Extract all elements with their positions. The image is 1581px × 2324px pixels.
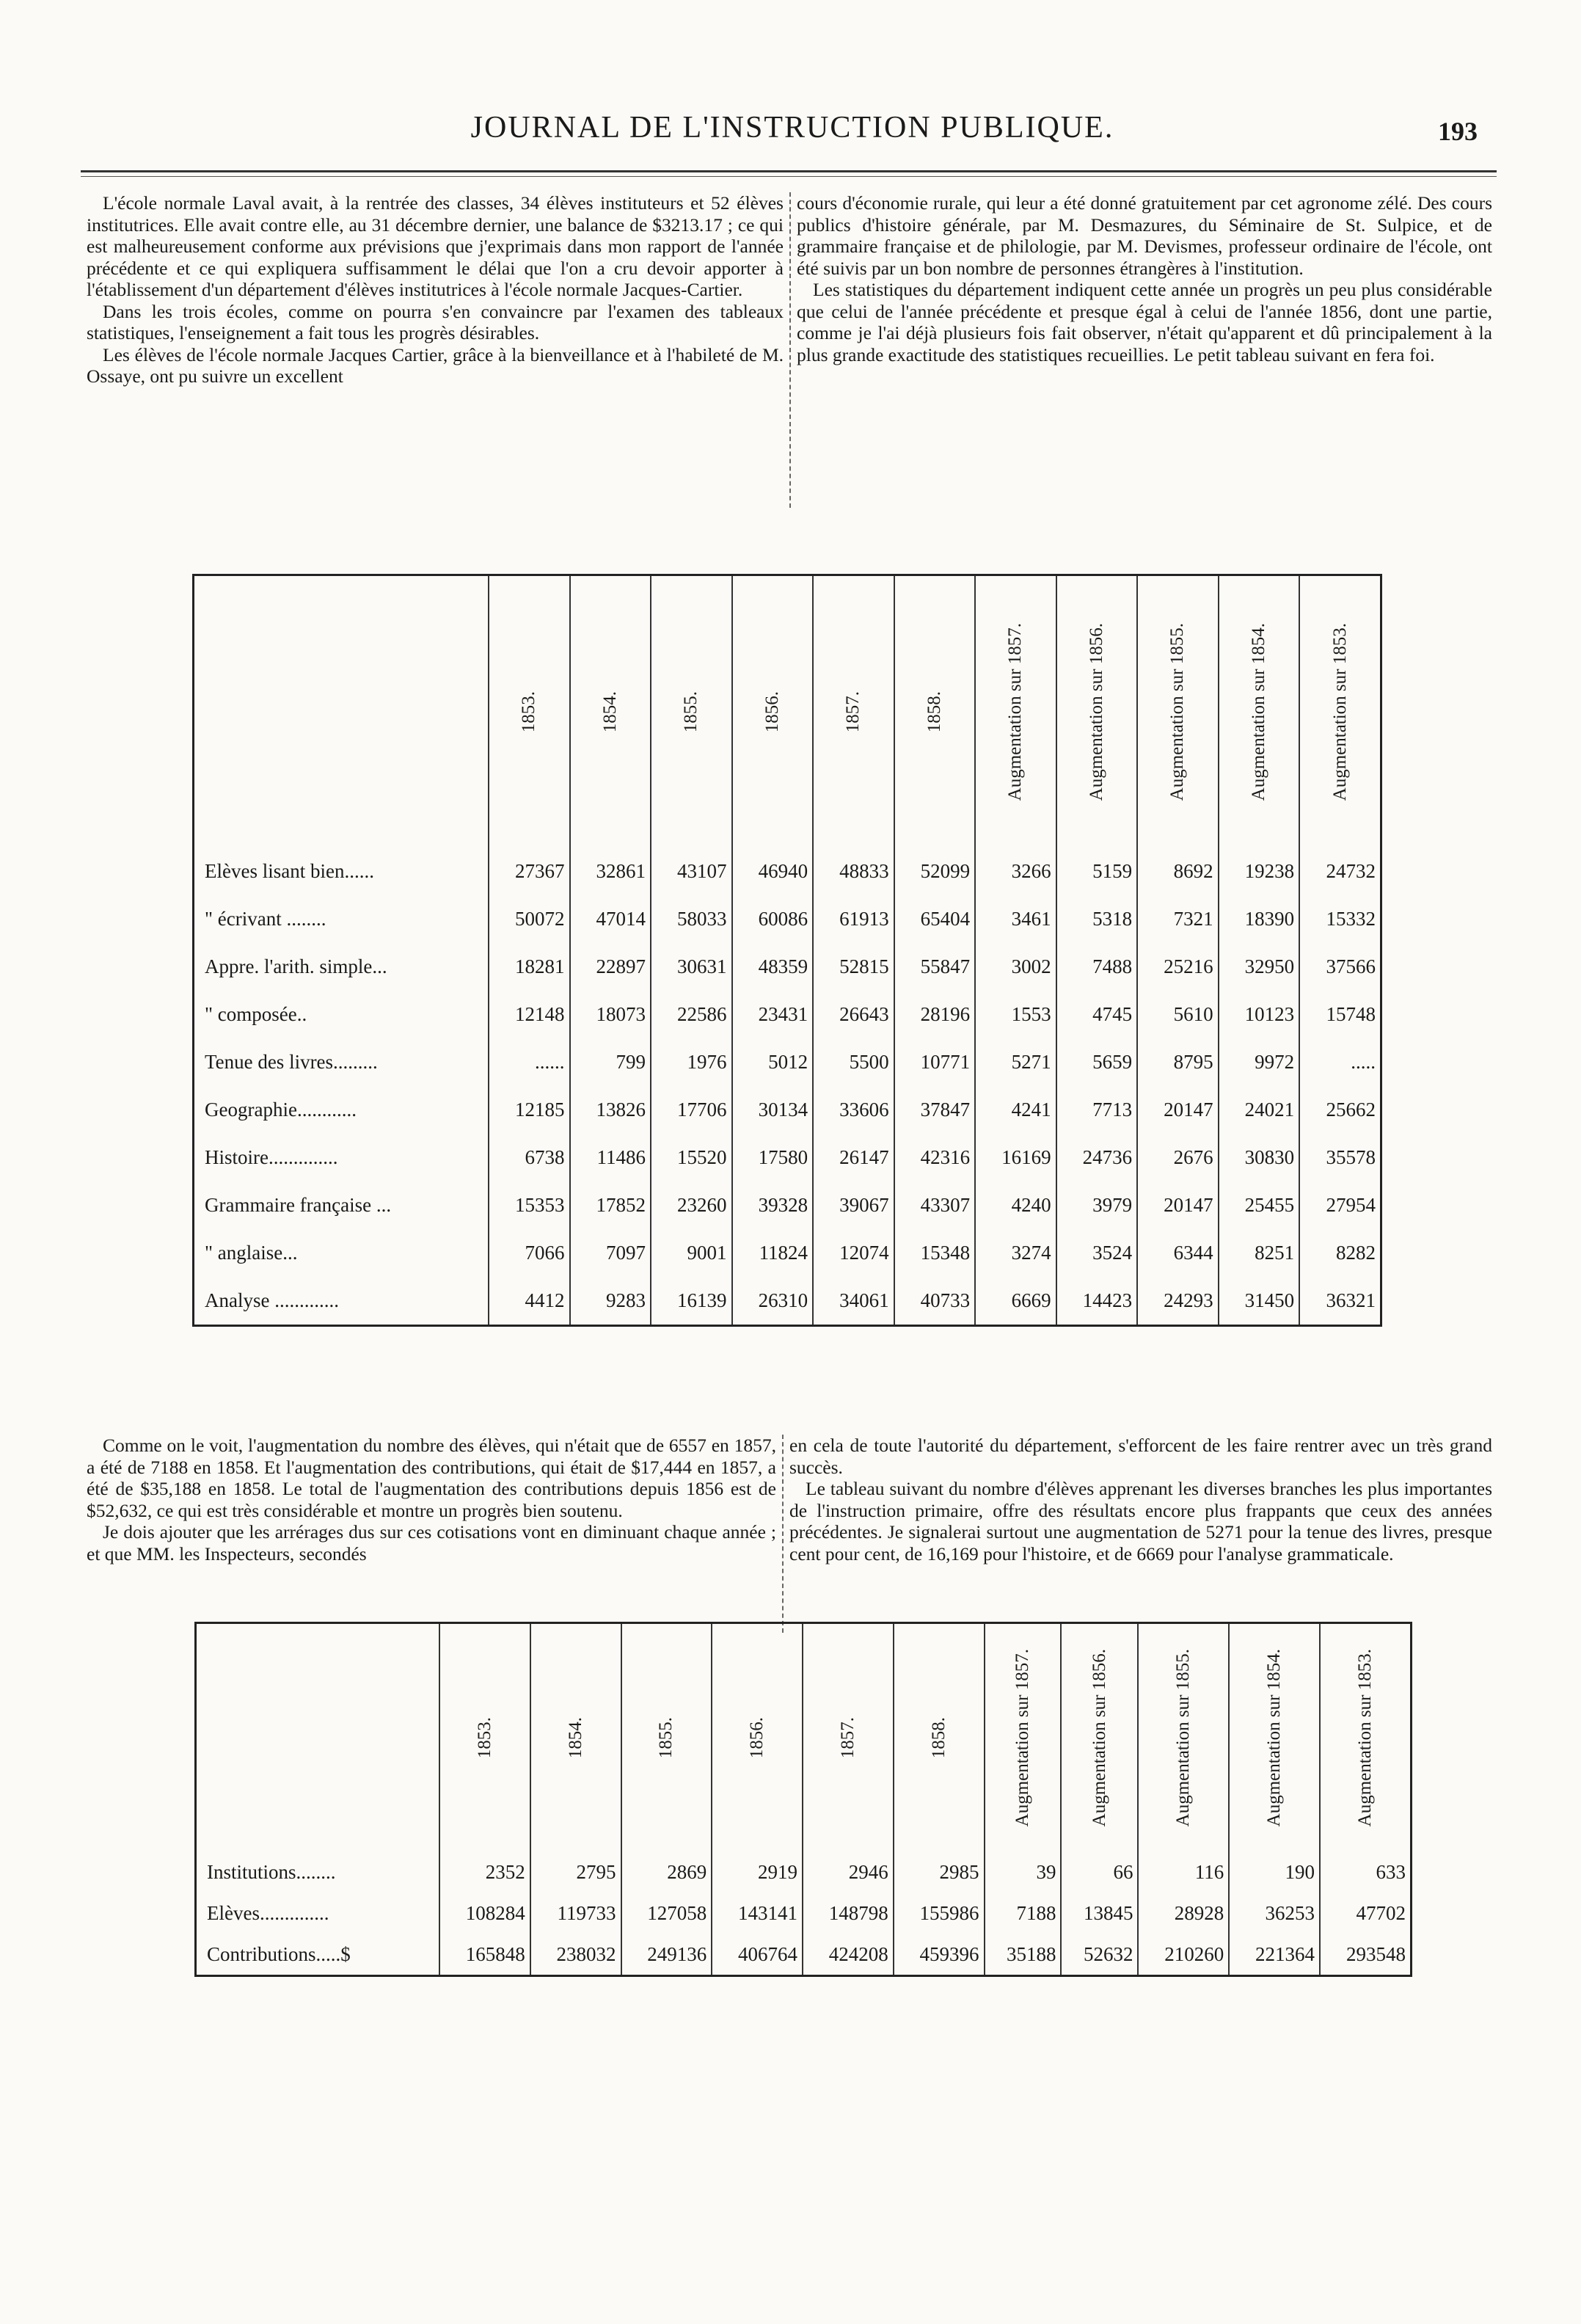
- table-cell: 22897: [570, 943, 651, 991]
- header-rule: [81, 170, 1497, 172]
- table-cell: 24293: [1137, 1277, 1219, 1326]
- paragraph: Comme on le voit, l'augmentation du nombre des élèves, qui n'était que de 6557 en 1857, a été de 7188 en 1858. Et l'augmentation des contributions, qui était de $17,444 en 1857, a été de $35,188 en 1858. Le total de l'augmentation des contributions depuis 1856 est de $52,632, ce qui est très considérable et montre un progrès bien soutenu.: [87, 1435, 776, 1521]
- table-cell: 61913: [813, 895, 894, 943]
- table-cell: 4412: [489, 1277, 570, 1326]
- top-left-column: [87, 192, 784, 387]
- table-cell: 10771: [894, 1038, 976, 1086]
- table-cell: 36253: [1229, 1893, 1320, 1934]
- table-cell: 5012: [732, 1038, 814, 1086]
- row-label: Grammaire française ...: [205, 1194, 392, 1216]
- table-cell: 2352: [439, 1851, 530, 1893]
- table-cell: 221364: [1229, 1934, 1320, 1976]
- column-header: Augmentation sur 1856.: [1061, 1623, 1138, 1852]
- paragraph: L'école normale Laval avait, à la rentrée des classes, 34 élèves instituteurs et 52 élèves institutrices. Elle avait contre elle, au 31 décembre dernier, une balance de $3213.17 ; ce qui est malheureusement conforme aux prévisions que j'exprimais dans mon rapport de l'année précédente et ce qui expliquera suffisamment le délai que l'on a cru devoir apporter à l'établissement d'un département d'élèves institutrices à l'école normale Jacques-Cartier.: [87, 192, 784, 300]
- table-cell: 34061: [813, 1277, 894, 1326]
- header-rule-thin: [81, 176, 1497, 177]
- row-label: Elèves lisant bien......: [205, 860, 374, 882]
- table-cell: 459396: [894, 1934, 985, 1976]
- table-cell: 35578: [1299, 1134, 1381, 1181]
- table-cell: 293548: [1320, 1934, 1412, 1976]
- table-cell: 48359: [732, 943, 814, 991]
- table-cell: 3002: [975, 943, 1056, 991]
- table-header-row: [196, 1623, 1412, 1852]
- table-cell: 249136: [621, 1934, 712, 1976]
- table-cell: 238032: [530, 1934, 621, 1976]
- table-cell: 5659: [1056, 1038, 1138, 1086]
- table-cell: 31450: [1219, 1277, 1300, 1326]
- column-header: 1857.: [803, 1623, 894, 1852]
- table-cell: 12148: [489, 991, 570, 1038]
- table-cell: 8795: [1137, 1038, 1219, 1086]
- table-header-row: [194, 575, 1381, 848]
- table-row: [194, 991, 1381, 1038]
- table-cell: 119733: [530, 1893, 621, 1934]
- table-cell: 10123: [1219, 991, 1300, 1038]
- table-cell: 13845: [1061, 1893, 1138, 1934]
- table-cell: 26643: [813, 991, 894, 1038]
- table-cell: 8251: [1219, 1229, 1300, 1277]
- table-cell: 4241: [975, 1086, 1056, 1134]
- table-cell: 148798: [803, 1893, 894, 1934]
- column-header: 1857.: [813, 575, 894, 848]
- paragraph: en cela de toute l'autorité du département, s'efforcent de les faire rentrer avec un très grand succès.: [789, 1435, 1492, 1478]
- table-cell: 55847: [894, 943, 976, 991]
- table-cell: 27954: [1299, 1181, 1381, 1229]
- table-cell: 24736: [1056, 1134, 1138, 1181]
- table-cell: 18073: [570, 991, 651, 1038]
- table-cell: 7488: [1056, 943, 1138, 991]
- table-cell: 5271: [975, 1038, 1056, 1086]
- paragraph: Le tableau suivant du nombre d'élèves apprenant les diverses branches les plus importantes de l'instruction primaire, offre des résultats encore plus frappants que ceux des années précédentes. Je signalerai surtout une augmentation de 5271 pour la tenue des livres, presque cent pour cent, de 16,169 pour l'histoire, et de 6669 pour l'analyse grammaticale.: [789, 1478, 1492, 1564]
- table-cell: 28928: [1138, 1893, 1229, 1934]
- table-cell: 18390: [1219, 895, 1300, 943]
- row-label: Tenue des livres.........: [205, 1051, 378, 1073]
- table-cell: 15520: [651, 1134, 732, 1181]
- table-row: [194, 1086, 1381, 1134]
- table-cell: 143141: [712, 1893, 803, 1934]
- table-cell: 2946: [803, 1851, 894, 1893]
- table-cell: 1553: [975, 991, 1056, 1038]
- table-cell: 16169: [975, 1134, 1056, 1181]
- table-row: [194, 1229, 1381, 1277]
- table-cell: 3524: [1056, 1229, 1138, 1277]
- table-cell: 3266: [975, 848, 1056, 895]
- table-row: [196, 1893, 1412, 1934]
- table-cell: 52632: [1061, 1934, 1138, 1976]
- statistics-table-totals: [194, 1622, 1412, 1977]
- table-cell: 7321: [1137, 895, 1219, 943]
- table-cell: 12074: [813, 1229, 894, 1277]
- table-cell: 18281: [489, 943, 570, 991]
- row-label: Elèves..............: [207, 1901, 329, 1924]
- table-cell: 9283: [570, 1277, 651, 1326]
- table-cell: 15332: [1299, 895, 1381, 943]
- paragraph: Je dois ajouter que les arrérages dus sur ces cotisations vont en diminuant chaque année ; et que MM. les Inspecteurs, secondés: [87, 1521, 776, 1564]
- table-cell: 108284: [439, 1893, 530, 1934]
- row-label: Institutions........: [207, 1860, 336, 1883]
- table-row: [196, 1851, 1412, 1893]
- table-cell: 8282: [1299, 1229, 1381, 1277]
- table-cell: 42316: [894, 1134, 976, 1181]
- table-row: [194, 895, 1381, 943]
- table-cell: 7188: [985, 1893, 1062, 1934]
- row-label: " anglaise...: [205, 1242, 298, 1264]
- column-divider: [782, 1435, 784, 1633]
- column-header: 1856.: [712, 1623, 803, 1852]
- statistics-table-subjects: [192, 574, 1382, 1327]
- table-cell: 52815: [813, 943, 894, 991]
- table-cell: 15748: [1299, 991, 1381, 1038]
- column-header: Augmentation sur 1853.: [1320, 1623, 1412, 1852]
- paragraph: Les statistiques du département indiquent cette année un progrès un peu plus considérable que celui de l'année précédente et presque égal à celui de l'année 1856, dont une partie, comme je l'ai déjà plusieurs fois fait observer, n'était qu'apparent et dû principalement à la plus grande exactitude des statistiques recueillies. Le petit tableau suivant en fera foi.: [797, 279, 1492, 365]
- table-cell: 24732: [1299, 848, 1381, 895]
- column-header: Augmentation sur 1857.: [985, 1623, 1062, 1852]
- column-header: 1858.: [894, 575, 976, 848]
- table-cell: 7097: [570, 1229, 651, 1277]
- page-number: 193: [1438, 117, 1478, 146]
- table-cell: 66: [1061, 1851, 1138, 1893]
- table-cell: 2985: [894, 1851, 985, 1893]
- table-cell: 26310: [732, 1277, 814, 1326]
- column-header: Augmentation sur 1857.: [975, 575, 1056, 848]
- column-header: Augmentation sur 1854.: [1229, 1623, 1320, 1852]
- column-header: 1856.: [732, 575, 814, 848]
- table-cell: 32950: [1219, 943, 1300, 991]
- table-cell: 17580: [732, 1134, 814, 1181]
- table-cell: 11824: [732, 1229, 814, 1277]
- paragraph: cours d'économie rurale, qui leur a été donné gratuitement par cet agronome zélé. Des cours publics d'histoire générale, par M. Desmazures, du Séminaire de St. Sulpice, et de grammaire française et de philologie, par M. Devismes, professeur ordinaire de l'école, ont été suivis par un bon nombre de personnes étrangères à l'institution.: [797, 192, 1492, 279]
- column-header: 1855.: [651, 575, 732, 848]
- table-cell: 17852: [570, 1181, 651, 1229]
- table-cell: 11486: [570, 1134, 651, 1181]
- table-cell: 190: [1229, 1851, 1320, 1893]
- row-label: Appre. l'arith. simple...: [205, 955, 387, 977]
- column-header: 1854.: [570, 575, 651, 848]
- table-cell: 424208: [803, 1934, 894, 1976]
- table-cell: 32861: [570, 848, 651, 895]
- table-cell: 48833: [813, 848, 894, 895]
- table-cell: 2676: [1137, 1134, 1219, 1181]
- mid-right-column: [789, 1435, 1492, 1564]
- table-cell: 12185: [489, 1086, 570, 1134]
- table-cell: 58033: [651, 895, 732, 943]
- table-cell: 16139: [651, 1277, 732, 1326]
- table-cell: 30830: [1219, 1134, 1300, 1181]
- table-cell: 5610: [1137, 991, 1219, 1038]
- table-cell: 633: [1320, 1851, 1412, 1893]
- table-cell: 210260: [1138, 1934, 1229, 1976]
- table-cell: 24021: [1219, 1086, 1300, 1134]
- table-cell: 5318: [1056, 895, 1138, 943]
- column-header: 1853.: [439, 1623, 530, 1852]
- table-cell: .....: [1299, 1038, 1381, 1086]
- table-cell: 15353: [489, 1181, 570, 1229]
- table-cell: 165848: [439, 1934, 530, 1976]
- mid-left-column: [87, 1435, 776, 1564]
- table-cell: 25662: [1299, 1086, 1381, 1134]
- table-cell: 30631: [651, 943, 732, 991]
- table-cell: 22586: [651, 991, 732, 1038]
- table-cell: 7066: [489, 1229, 570, 1277]
- table-cell: 15348: [894, 1229, 976, 1277]
- column-header: Augmentation sur 1853.: [1299, 575, 1381, 848]
- table-row: [194, 1134, 1381, 1181]
- table-cell: 8692: [1137, 848, 1219, 895]
- table-corner: [194, 575, 489, 848]
- table-cell: 25216: [1137, 943, 1219, 991]
- table-cell: 36321: [1299, 1277, 1381, 1326]
- paragraph: Les élèves de l'école normale Jacques Cartier, grâce à la bienveillance et à l'habileté de M. Ossaye, ont pu suivre un excellent: [87, 343, 784, 387]
- column-header: 1854.: [530, 1623, 621, 1852]
- table-corner: [196, 1623, 440, 1852]
- table-cell: 37847: [894, 1086, 976, 1134]
- table-cell: 39067: [813, 1181, 894, 1229]
- table-cell: 5500: [813, 1038, 894, 1086]
- table-cell: 17706: [651, 1086, 732, 1134]
- row-label: Contributions.....$: [207, 1942, 351, 1965]
- table-cell: 37566: [1299, 943, 1381, 991]
- column-header: 1855.: [621, 1623, 712, 1852]
- table-cell: ......: [489, 1038, 570, 1086]
- column-header: 1858.: [894, 1623, 985, 1852]
- table-cell: 14423: [1056, 1277, 1138, 1326]
- table-cell: 7713: [1056, 1086, 1138, 1134]
- column-header: Augmentation sur 1856.: [1056, 575, 1138, 848]
- row-label: " composée..: [205, 1003, 307, 1025]
- column-header: Augmentation sur 1855.: [1138, 1623, 1229, 1852]
- table-cell: 6344: [1137, 1229, 1219, 1277]
- page-header: [0, 110, 1581, 154]
- table-cell: 2919: [712, 1851, 803, 1893]
- table-cell: 43307: [894, 1181, 976, 1229]
- table-cell: 3461: [975, 895, 1056, 943]
- table-cell: 155986: [894, 1893, 985, 1934]
- table-cell: 4240: [975, 1181, 1056, 1229]
- table-cell: 43107: [651, 848, 732, 895]
- table-row: [194, 1181, 1381, 1229]
- table-cell: 52099: [894, 848, 976, 895]
- table-cell: 406764: [712, 1934, 803, 1976]
- table-row: [194, 1038, 1381, 1086]
- table-cell: 47014: [570, 895, 651, 943]
- table-cell: 35188: [985, 1934, 1062, 1976]
- table-cell: 23260: [651, 1181, 732, 1229]
- table-cell: 26147: [813, 1134, 894, 1181]
- table-cell: 3274: [975, 1229, 1056, 1277]
- table-row: [194, 1277, 1381, 1326]
- row-label: " écrivant ........: [205, 908, 326, 930]
- table-cell: 25455: [1219, 1181, 1300, 1229]
- table-cell: 27367: [489, 848, 570, 895]
- table-cell: 46940: [732, 848, 814, 895]
- table-cell: 116: [1138, 1851, 1229, 1893]
- table-cell: 6738: [489, 1134, 570, 1181]
- row-label: Geographie............: [205, 1099, 357, 1121]
- table-cell: 60086: [732, 895, 814, 943]
- table-row: [194, 943, 1381, 991]
- table-cell: 127058: [621, 1893, 712, 1934]
- table-cell: 9001: [651, 1229, 732, 1277]
- table-cell: 2795: [530, 1851, 621, 1893]
- table-cell: 23431: [732, 991, 814, 1038]
- row-label: Histoire..............: [205, 1146, 338, 1168]
- table-cell: 40733: [894, 1277, 976, 1326]
- top-right-column: [797, 192, 1492, 365]
- table-cell: 6669: [975, 1277, 1056, 1326]
- table-cell: 3979: [1056, 1181, 1138, 1229]
- column-header: Augmentation sur 1855.: [1137, 575, 1219, 848]
- table-cell: 5159: [1056, 848, 1138, 895]
- table-cell: 9972: [1219, 1038, 1300, 1086]
- table-cell: 1976: [651, 1038, 732, 1086]
- table-row: [196, 1934, 1412, 1976]
- table-cell: 30134: [732, 1086, 814, 1134]
- table-cell: 39328: [732, 1181, 814, 1229]
- table-cell: 28196: [894, 991, 976, 1038]
- table-cell: 50072: [489, 895, 570, 943]
- column-header: 1853.: [489, 575, 570, 848]
- table-cell: 33606: [813, 1086, 894, 1134]
- table-cell: 13826: [570, 1086, 651, 1134]
- table-cell: 2869: [621, 1851, 712, 1893]
- table-cell: 20147: [1137, 1086, 1219, 1134]
- table-cell: 19238: [1219, 848, 1300, 895]
- table-cell: 20147: [1137, 1181, 1219, 1229]
- paragraph: Dans les trois écoles, comme on pourra s'en convaincre par l'examen des tableaux statistiques, l'enseignement a fait tous les progrès désirables.: [87, 300, 784, 343]
- table-cell: 4745: [1056, 991, 1138, 1038]
- column-divider: [789, 192, 791, 508]
- table-cell: 39: [985, 1851, 1062, 1893]
- column-header: Augmentation sur 1854.: [1219, 575, 1300, 848]
- row-label: Analyse .............: [205, 1289, 339, 1311]
- table-cell: 47702: [1320, 1893, 1412, 1934]
- journal-title: JOURNAL DE L'INSTRUCTION PUBLIQUE.: [470, 111, 1114, 145]
- table-cell: 799: [570, 1038, 651, 1086]
- table-row: [194, 848, 1381, 895]
- table-cell: 65404: [894, 895, 976, 943]
